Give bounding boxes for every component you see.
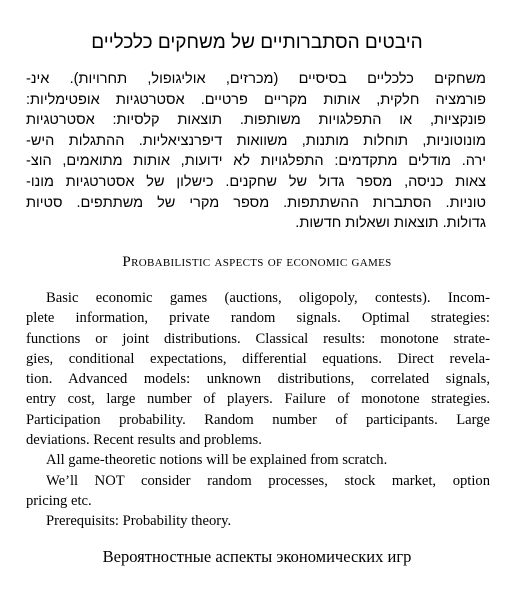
hebrew-paragraph [26,69,486,234]
english-line: All game-theoretic notions will be explained from scratch. [46,452,388,469]
hebrew-line: צאות כניסה, מספר גדול של שחקנים. כישלון של אסטרטגיות מונו- [26,173,486,190]
hebrew-line: ירה. מודלים מתקדמים: התפלגויות לא ידועות, אותות מתואמים, הוצ- [26,153,486,170]
english-line: tion. Advanced models: unknown distributions, correlated signals, [26,371,490,388]
english-line: Prerequisits: Probability theory. [46,513,232,530]
hebrew-line: פונקציות, או התפלגויות משותפות. תוצאות קלסיות: אסטרטגיות [26,112,486,129]
hebrew-line: פורמציה חלקית, אותות מקריים פרטיים. אסטרטגיות אופטימליות: [26,91,486,108]
hebrew-line: טוניות. הסתברות ההשתתפות. מספר מקרי של משתתפים. סטיות [26,194,486,211]
english-title: Probabilistic aspects of economic games [122,254,392,270]
english-line: functions or joint distributions. Classical results: monotone strate- [26,330,490,347]
english-line: gies, conditional expectations, differential equations. Direct revela- [26,350,490,367]
english-line: Participation probability. Random number of participants. Large [26,411,490,428]
english-line: Basic economic games (auctions, oligopoly, contests). Incom- [46,290,490,306]
english-line: deviations. Recent results and problems. [26,432,262,449]
hebrew-title: היבטים הסתברותיים של משחקים כלכליים [91,32,423,53]
english-paragraph [26,288,490,532]
english-line: plete information, private random signals. Optimal strategies: [26,310,490,327]
english-line: entry cost, large number of players. Failure of monotone strategies. [26,391,490,408]
hebrew-line: גדולות. תוצאות ושאלות חדשות. [295,215,486,232]
russian-title: Вероятностные аспекты экономических игр [102,547,412,566]
english-line: pricing etc. [26,492,92,509]
hebrew-line: מונוטוניות, תוחלות מותנות, משוואות דיפרנציאליות. ההתגלות היש- [26,132,486,149]
english-line: We’ll NOT consider random processes, stock market, option [46,472,490,489]
hebrew-line: משחקים כלכליים בסיסיים (מכרזים, אוליגופול, תחרויות). אינ- [26,71,486,87]
